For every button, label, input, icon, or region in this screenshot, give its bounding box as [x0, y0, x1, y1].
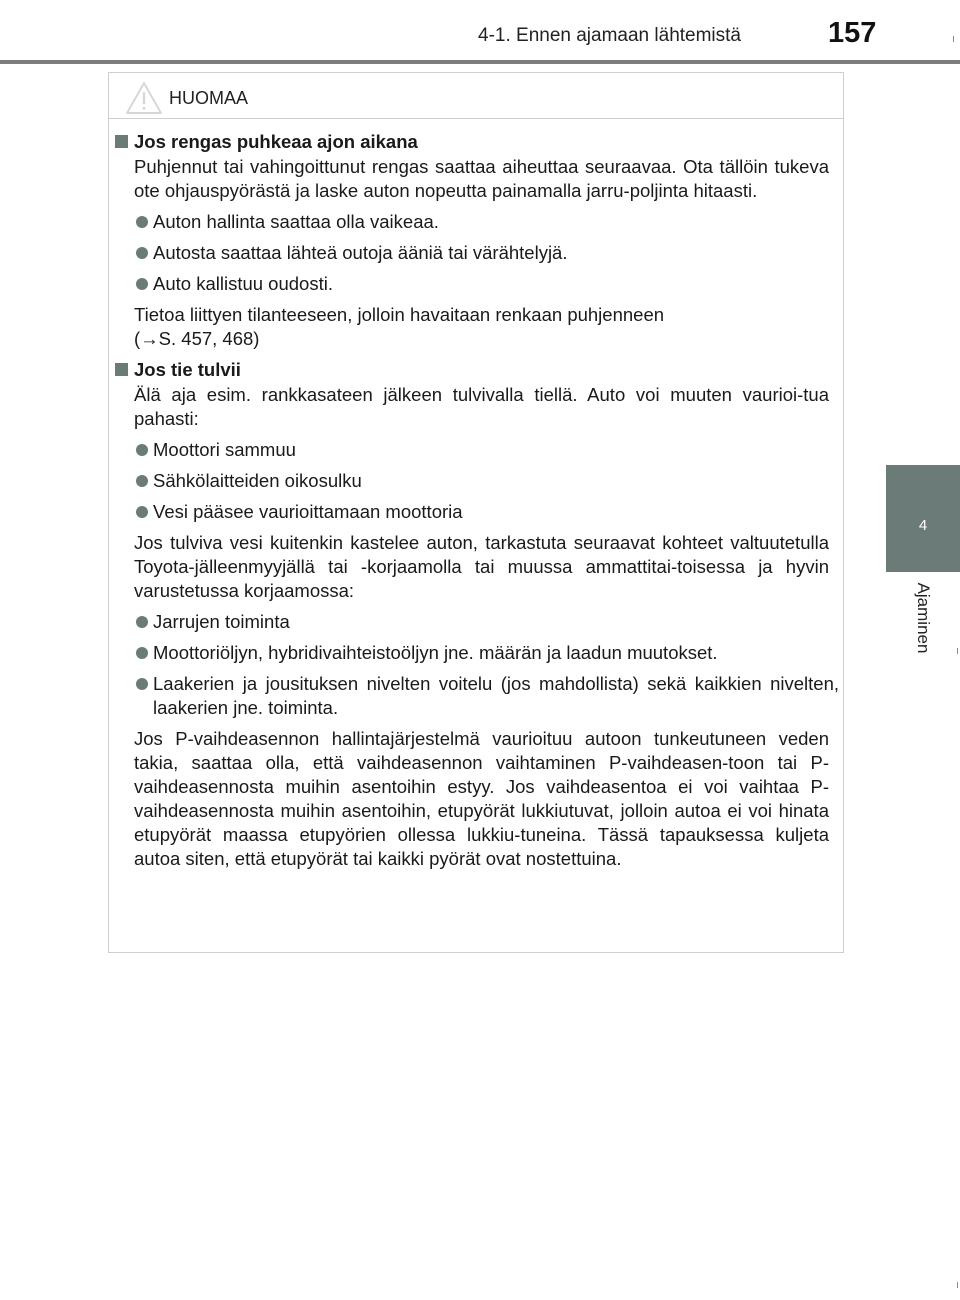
- square-bullet-icon: [115, 363, 128, 376]
- header-rule: [0, 60, 960, 64]
- list-item-text: Autosta saattaa lähteä outoja ääniä tai värähtelyjä.: [153, 242, 568, 263]
- list-item-text: Auton hallinta saattaa olla vaikeaa.: [153, 211, 439, 232]
- section-flooded-road: [109, 358, 845, 871]
- chapter-tab: [886, 465, 960, 572]
- circle-bullet-icon: [136, 647, 148, 659]
- circle-bullet-icon: [136, 216, 148, 228]
- list-item: [109, 610, 845, 634]
- list-item-text: Laakerien ja jousituksen nivelten voitelu (jos mahdollista) sekä kaikkien nivelten, laakerien jne. toiminta.: [153, 673, 839, 718]
- page-reference: (→S. 457, 468): [134, 328, 260, 349]
- page-number: 157: [828, 17, 877, 49]
- list-item-text: Sähkölaitteiden oikosulku: [153, 470, 362, 491]
- note-line-1: Tietoa liittyen tilanteeseen, jolloin havaitaan renkaan puhjenneen: [134, 304, 665, 325]
- section-paragraph: Jos tulviva vesi kuitenkin kastelee auton, tarkastuta seuraavat kohteet valtuutetulla Toyota-jälleenmyyjällä tai -korjaamolla tai muussa ammattitai-toisessa ja hyvin varustetussa korjaamossa:: [134, 532, 829, 601]
- chapter-label-wrap: [886, 572, 960, 682]
- section-heading-text: Jos rengas puhkeaa ajon aikana: [134, 131, 418, 152]
- circle-bullet-icon: [136, 278, 148, 290]
- notice-body: [109, 130, 845, 878]
- notice-header: [109, 73, 843, 119]
- circle-bullet-icon: [136, 616, 148, 628]
- list-item: [109, 469, 845, 493]
- list-item-text: Vesi pääsee vaurioittamaan moottoria: [153, 501, 463, 522]
- circle-bullet-icon: [136, 444, 148, 456]
- square-bullet-icon: [115, 135, 128, 148]
- list-item: [109, 500, 845, 524]
- list-item: [109, 438, 845, 462]
- crop-mark: [957, 1282, 958, 1288]
- list-item: [109, 672, 845, 720]
- section-intro: Älä aja esim. rankkasateen jälkeen tulvivalla tiellä. Auto voi muuten vaurioi-tua pahasti:: [134, 384, 829, 429]
- section-heading-text: Jos tie tulvii: [134, 359, 241, 380]
- section-flat-tire: [109, 130, 845, 351]
- chapter-number: 4: [918, 517, 928, 534]
- section-note: [109, 303, 845, 351]
- list-item-text: Moottoriöljyn, hybridivaihteistoöljyn jne. määrän ja laadun muutokset.: [153, 642, 718, 663]
- warning-triangle-icon: [125, 81, 163, 115]
- notice-box: [108, 72, 844, 953]
- list-item: [109, 241, 845, 265]
- list-item: [109, 641, 845, 665]
- section-paragraph: Jos P-vaihdeasennon hallintajärjestelmä vaurioituu autoon tunkeutuneen veden takia, saattaa olla, että vaihdeasennon vaihtaminen P-vaihdeasen-toon tai P-vaihdeasennosta muihin asentoihin estyy. Jos vaihdeasentoa ei voi vaihtaa P-vaihdeasennosta muihin asentoihin, etupyörät lukkiutuvat, jolloin autoa ei voi hinata etupyörät maassa etupyörien ollessa lukkiu-tuneina. Tässä tapauksessa kuljeta autoa siten, että etupyörät tai kaikki pyörät ovat nostettuina.: [134, 728, 829, 869]
- list-item: [109, 272, 845, 296]
- list-item-text: Jarrujen toiminta: [153, 611, 290, 632]
- header-title: 4-1. Ennen ajamaan lähtemistä: [478, 25, 741, 46]
- crop-mark: [953, 36, 954, 42]
- section-heading: [109, 358, 845, 383]
- notice-title: HUOMAA: [169, 88, 249, 108]
- circle-bullet-icon: [136, 475, 148, 487]
- section-intro: Puhjennut tai vahingoittunut rengas saattaa aiheuttaa seuraavaa. Ota tällöin tukeva ote ohjauspyörästä ja laske auton nopeutta painamalla jarru-poljinta hitaasti.: [134, 156, 829, 201]
- circle-bullet-icon: [136, 506, 148, 518]
- section-heading: [109, 130, 845, 155]
- list-item-text: Auto kallistuu oudosti.: [153, 273, 333, 294]
- list-item-text: Moottori sammuu: [153, 439, 296, 460]
- chapter-label: Ajaminen: [914, 582, 933, 654]
- list-item: [109, 210, 845, 234]
- circle-bullet-icon: [136, 247, 148, 259]
- circle-bullet-icon: [136, 678, 148, 690]
